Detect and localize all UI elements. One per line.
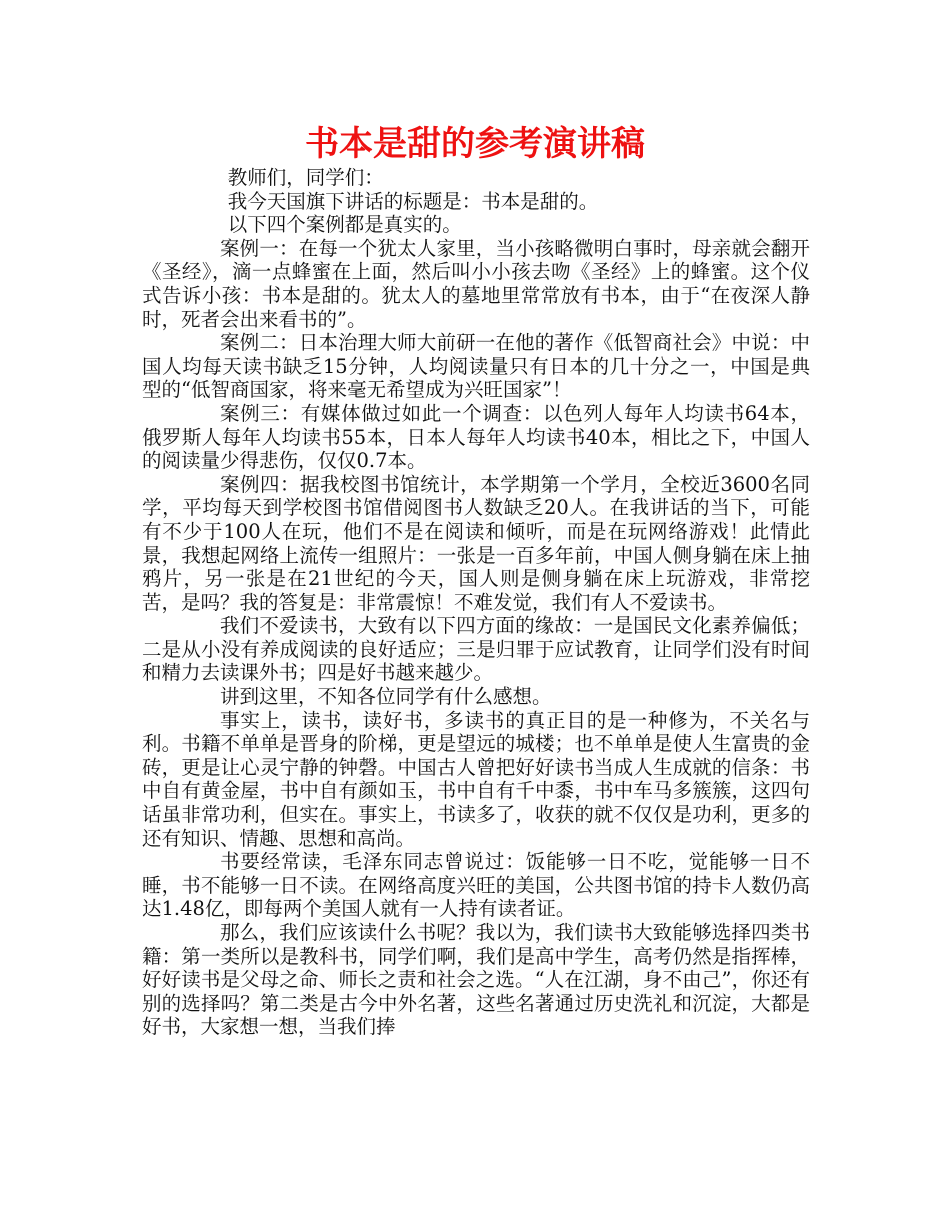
paragraph-case-four: 案例四：据我校图书馆统计，本学期第一个学月，全校近3600名同学，平均每天到学校图书馆借阅图书人数缺乏20人。在我讲话的当下，可能有不少于100人在玩，他们不是在阅读和倾听，而是在玩网络游戏！此情此景，我想起网络上流传一组照片：一张是一百多年前，中国人侧身躺在床上抽鸦片，另一张是在21世纪的今天，国人则是侧身躺在床上玩游戏，非常挖苦，是吗？我的答复是：非常震惊！不难发觉，我们有人不爱读书。 — [142, 472, 810, 614]
paragraph-case-two: 案例二：日本治理大师大前研一在他的著作《低智商社会》中说：中国人均每天读书缺乏15分钟，人均阅读量只有日本的几十分之一，中国是典型的“低智商国家，将来毫无希望成为兴旺国家”！ — [142, 331, 810, 402]
document-title: 书本是甜的参考演讲稿 — [305, 124, 645, 164]
paragraph-case-one: 案例一：在每一个犹太人家里，当小孩略微明白事时，母亲就会翻开《圣经》，滴一点蜂蜜在上面，然后叫小小孩去吻《圣经》上的蜂蜜。这个仪式告诉小孩：书本是甜的。犹太人的墓地里常常放有书本，由于“在夜深人静时，死者会出来看书的”。 — [142, 236, 810, 331]
paragraph-case-three: 案例三：有媒体做过如此一个调查：以色列人每年人均读书64本，俄罗斯人每年人均读书55本，日本人每年人均读书40本，相比之下，中国人的阅读量少得悲伤，仅仅0.7本。 — [142, 401, 810, 473]
paragraph-what-to-read: 那么，我们应该读什么书呢？我以为，我们读书大致能够选择四类书籍：第一类所以是教科书，同学们啊，我们是高中学生，高考仍然是指挥棒，好好读书是父母之命、师长之责和社会之选。“人在江湖，身不由己”，你还有别的选择吗？第二类是古今中外名著，这些名著通过历史洗礼和沉淀，大都是好书，大家想一想，当我们捧 — [142, 921, 810, 1039]
paragraph-topic: 我今天国旗下讲话的标题是：书本是甜的。 — [227, 189, 599, 213]
paragraph-reasons: 我们不爱读书，大致有以下四方面的缘故：一是国民文化素养偏低；二是从小没有养成阅读的良好适应；三是归罪于应试教育，让同学们没有时间和精力去读课外书；四是好书越来越少。 — [142, 614, 810, 685]
document-body — [142, 166, 810, 1039]
paragraph-read-often: 书要经常读，毛泽东同志曾说过：饭能够一日不吃，觉能够一日不睡，书不能够一日不读。在网络高度兴旺的美国，公共图书馆的持卡人数仍高达1.48亿，即每两个美国人就有一人持有读者证。 — [142, 850, 810, 921]
paragraph-salutation: 教师们，同学们： — [227, 166, 384, 189]
paragraph-reflection: 讲到这里，不知各位同学有什么感想。 — [220, 685, 552, 709]
paragraph-purpose: 事实上，读书，读好书，多读书的真正目的是一种修为，不关名与利。书籍不单单是晋身的阶梯，更是望远的城楼；也不单单是使人生富贵的金砖，更是让心灵宁静的钟磬。中国古人曾把好好读书当成人生成就的信条：书中自有黄金屋，书中自有颜如玉，书中自有千中黍，书中车马多簇簇，这四句话虽非常功利，但实在。事实上，书读多了，收获的就不仅仅是功利，更多的还有知识、情趣、思想和高尚。 — [142, 708, 810, 850]
paragraph-intro: 以下四个案例都是真实的。 — [227, 213, 462, 237]
